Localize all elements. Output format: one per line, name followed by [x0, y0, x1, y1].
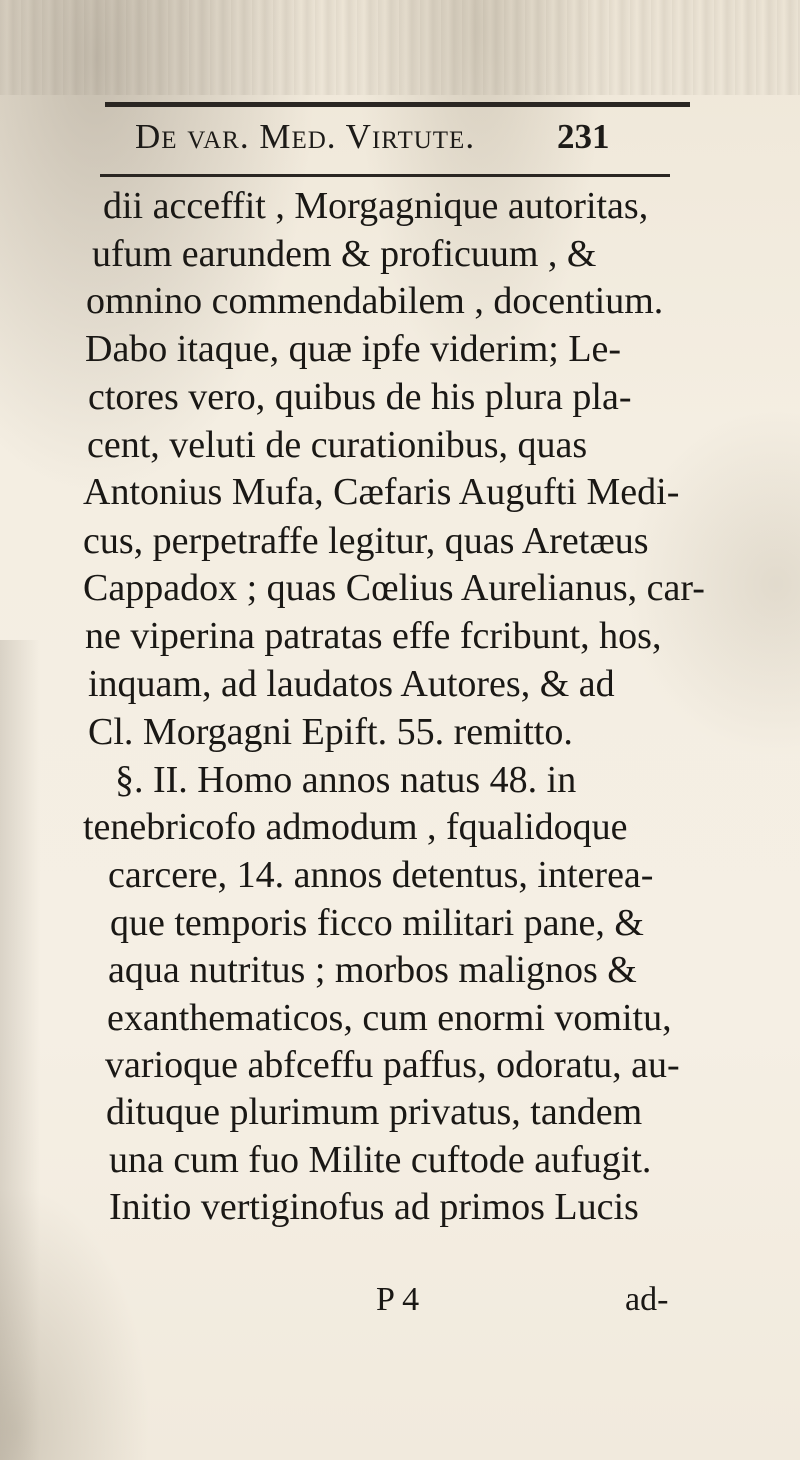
text-line: Cappadox ; quas Cœlius Aurelianus, car- — [83, 567, 705, 609]
text-line: cent, veluti de curationibus, quas — [87, 424, 588, 466]
signature-mark: P 4 — [376, 1281, 420, 1318]
text-line: que temporis ficco militari pane, & — [110, 902, 644, 944]
text-line: varioque abfceffu paffus, odoratu, au- — [105, 1044, 680, 1086]
text-line: tenebricofo admodum , fqualidoque — [83, 806, 628, 848]
running-head: De var. Med. Virtute. — [135, 117, 476, 156]
text-line: carcere, 14. annos detentus, interea- — [108, 854, 654, 896]
text-line: inquam, ad laudatos Autores, & ad — [88, 663, 615, 705]
text-line: dituque plurimum privatus, tandem — [106, 1091, 643, 1133]
text-line: ctores vero, quibus de his plura pla- — [88, 376, 632, 418]
text-line: §. II. Homo annos natus 48. in — [115, 759, 577, 801]
text-line: aqua nutritus ; morbos malignos & — [108, 949, 637, 991]
text-line: exanthematicos, cum enormi vomitu, — [107, 997, 672, 1039]
text-line: omnino commendabilem , docentium. — [86, 280, 664, 322]
text-line: cus, perpetraffe legitur, quas Aretæus — [83, 520, 649, 562]
text-line: ne viperina patratas effe fcribunt, hos, — [85, 615, 662, 657]
text-line: Cl. Morgagni Epift. 55. remitto. — [88, 711, 573, 753]
text-line: Dabo itaque, quæ ipfe viderim; Le- — [85, 328, 622, 370]
text-line: una cum fuo Milite cuftode aufugit. — [109, 1139, 652, 1181]
page-number: 231 — [557, 117, 610, 156]
text-line: dii acceffit , Morgagnique autoritas, — [103, 185, 649, 227]
text-line: Antonius Mufa, Cæfaris Augufti Medi- — [83, 471, 680, 513]
text-line: Initio vertiginofus ad primos Lucis — [109, 1186, 639, 1228]
text-line: ufum earundem & proficuum , & — [92, 233, 597, 275]
catchword: ad- — [625, 1281, 669, 1318]
